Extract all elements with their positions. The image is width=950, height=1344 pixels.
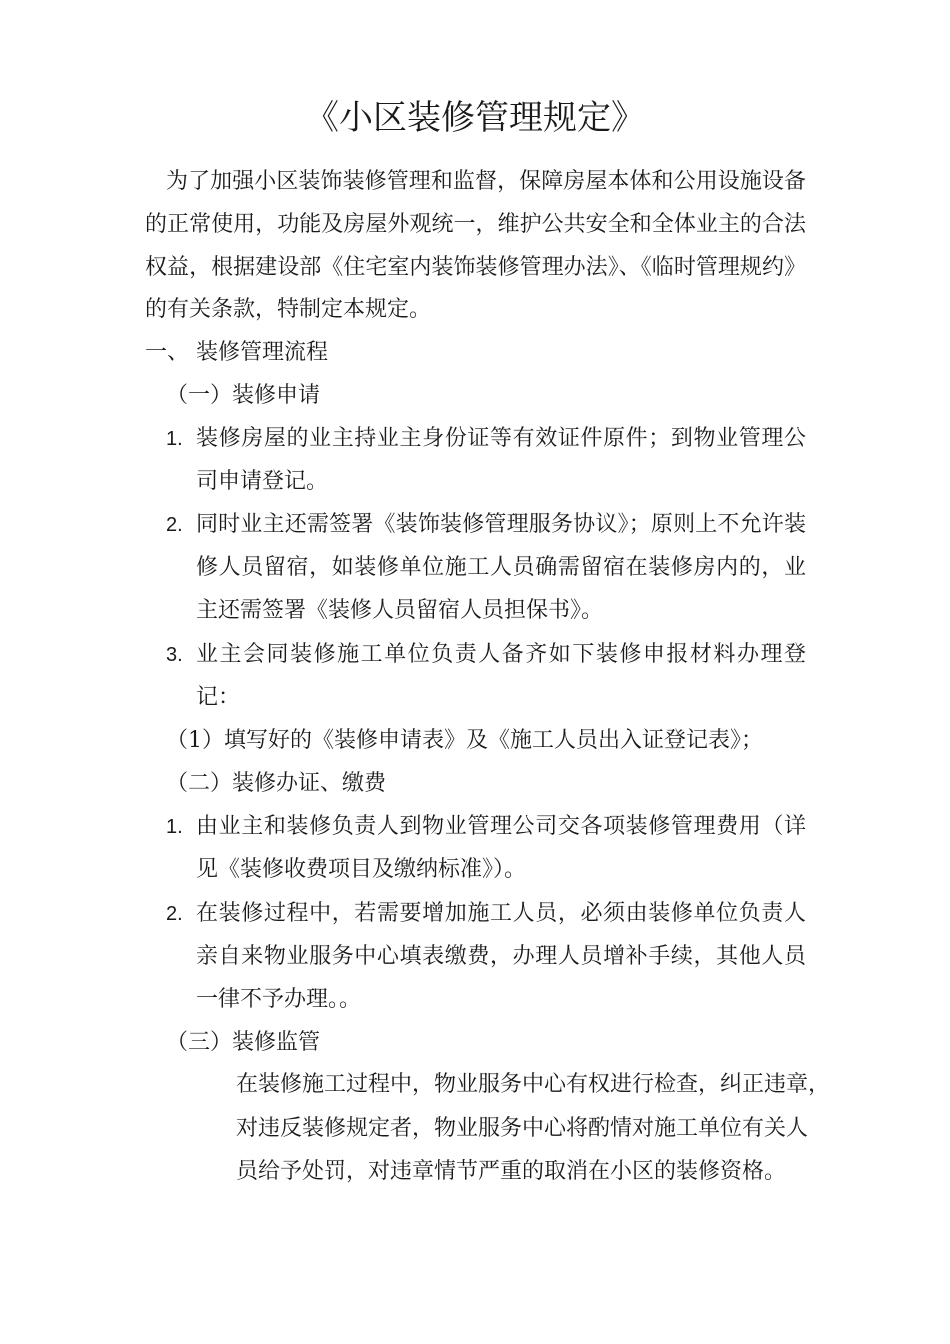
intro-line: 权益，根据建设部《住宅室内装饰装修管理办法》、《临时管理规约》 — [145, 255, 806, 280]
list-item-line: 由业主和装修负责人到物业管理公司交各项装修管理费用（详 — [196, 814, 806, 839]
list-item-line: 业主会同装修施工单位负责人备齐如下装修申报材料办理登 — [196, 642, 806, 667]
intro-line: 的正常使用，功能及房屋外观统一，维护公共安全和全体业主的合法 — [145, 212, 806, 237]
list-item-line: 主还需签署《装修人员留宿人员担保书》。 — [196, 598, 604, 623]
paragraph-line: 员给予处罚，对违章情节严重的取消在小区的装修资格。 — [236, 1159, 787, 1184]
intro-line: 为了加强小区装饰装修管理和监督，保障房屋本体和公用设施设备 — [166, 169, 806, 194]
list-item-line: 同时业主还需签署《装饰装修管理服务协议》；原则上不允许装 — [196, 512, 806, 537]
intro-line: 的有关条款，特制定本规定。 — [145, 297, 432, 322]
list-item-line: 司申请登记。 — [196, 469, 329, 494]
list-item-line: 见《装修收费项目及缴纳标准》）。 — [196, 857, 527, 882]
list-item-line: 亲自来物业服务中心填表缴费，办理人员增补手续，其他人员 — [196, 944, 806, 969]
list-number: 2. — [166, 903, 183, 925]
paragraph-line: 对违反装修规定者，物业服务中心将酌情对施工单位有关人 — [236, 1116, 809, 1141]
paragraph-line: 在装修施工过程中，物业服务中心有权进行检查，纠正违章， — [236, 1072, 831, 1097]
list-number: 1. — [166, 428, 183, 450]
list-item-line: 修人员留宿，如装修单位施工人员确需留宿在装修房内的，业 — [196, 555, 806, 580]
list-number: 2. — [166, 514, 183, 536]
list-item-line: 一律不予办理。。 — [196, 987, 362, 1012]
section-heading: 一、 装修管理流程 — [145, 340, 328, 365]
list-number: 3. — [166, 644, 183, 666]
document-title: 《小区装修管理规定》 — [305, 98, 645, 138]
subsection-heading: （二）装修办证、缴费 — [166, 771, 387, 796]
subsection-heading: （一）装修申请 — [166, 383, 321, 408]
list-item-line: 记： — [196, 685, 241, 710]
list-number: 1. — [166, 816, 183, 838]
list-item-line: 在装修过程中，若需要增加施工人员，必须由装修单位负责人 — [196, 901, 806, 926]
list-item-line: 装修房屋的业主持业主身份证等有效证件原件；到物业管理公 — [196, 426, 806, 451]
list-note: （1）填写好的《装修申请表》及《施工人员出入证登记表》； — [166, 728, 763, 753]
subsection-heading: （三）装修监管 — [166, 1030, 321, 1055]
